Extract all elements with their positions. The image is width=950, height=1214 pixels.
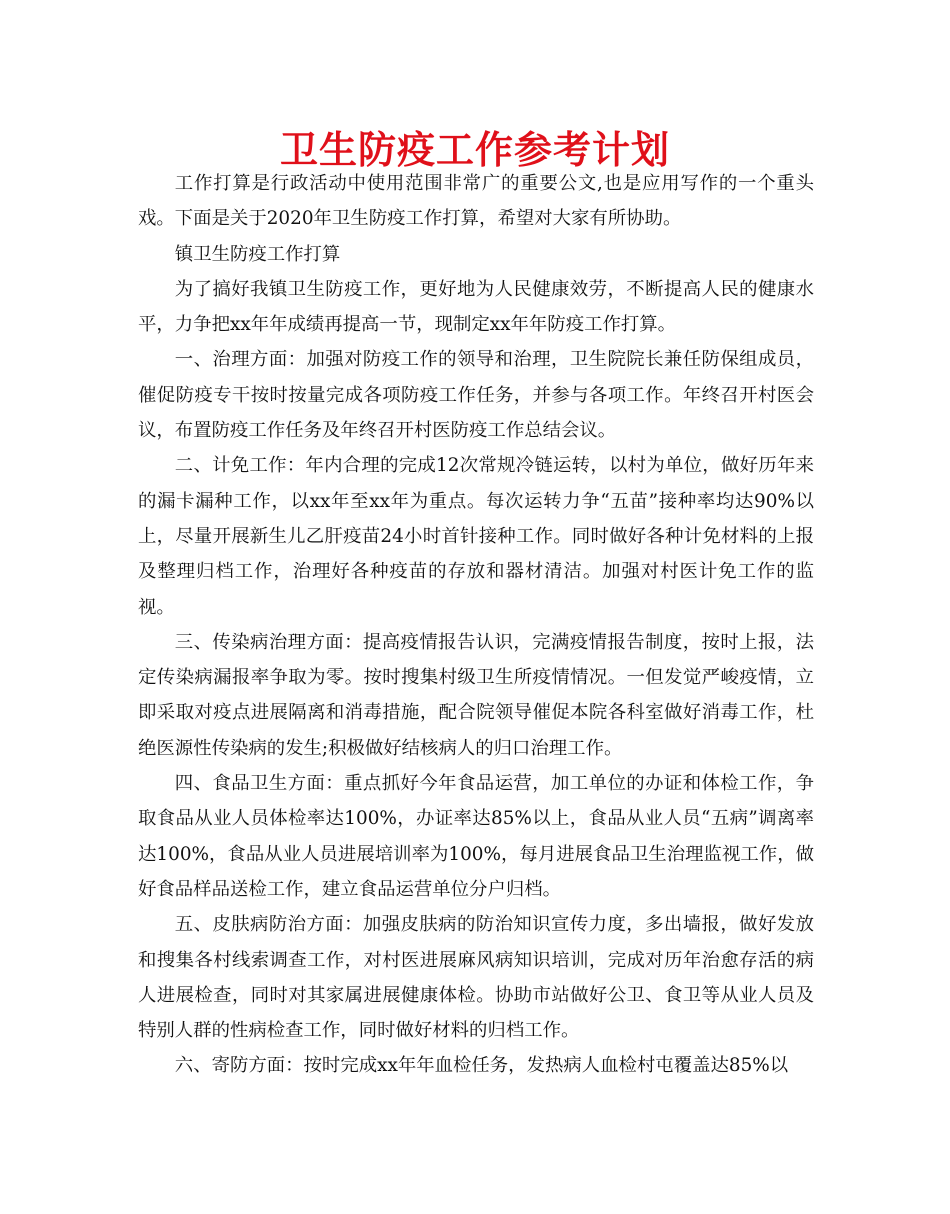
- paragraph-food-hygiene: 四、食品卫生方面：重点抓好今年食品运营，加工单位的办证和体检工作，争取食品从业人员体检率达100%，办证率达85%以上，食品从业人员“五病”调离率达100%，食品从业人员进展培训率为100%，每月进展食品卫生治理监视工作，做好食品样品送检工作，建立食品运营单位分户归档。: [138, 773, 814, 900]
- document-title: 卫生防疫工作参考计划: [279, 128, 670, 172]
- paragraph-intro: 工作打算是行政活动中使用范围非常广的重要公文,也是应用写作的一个重头戏。下面是关于2020年卫生防疫工作打算，希望对大家有所协助。: [138, 173, 814, 230]
- paragraph-preface: 为了搞好我镇卫生防疫工作，更好地为人民健康效劳，不断提高人民的健康水平，力争把xx年年成绩再提高一节，现制定xx年年防疫工作打算。: [138, 278, 814, 336]
- paragraph-infectious-disease: 三、传染病治理方面：提高疫情报告认识，完满疫情报告制度，按时上报，法定传染病漏报率争取为零。按时搜集村级卫生所疫情情况。一但发觉严峻疫情，立即采取对疫点进展隔离和消毒措施，配合院领导催促本院各科室做好消毒工作，杜绝医源性传染病的发生;积极做好结核病人的归口治理工作。: [138, 631, 814, 759]
- paragraph-immunization: 二、计免工作：年内合理的完成12次常规冷链运转，以村为单位，做好历年来的漏卡漏种工作，以xx年至xx年为重点。每次运转力争“五苗”接种率均达90%以上，尽量开展新生儿乙肝疫苗24小时首针接种工作。同时做好各种计免材料的上报及整理归档工作，治理好各种疫苗的存放和器材清洁。加强对村医计免工作的监视。: [138, 455, 814, 618]
- paragraph-management: 一、治理方面：加强对防疫工作的领导和治理，卫生院院长兼任防保组成员，催促防疫专干按时按量完成各项防疫工作任务，并参与各项工作。年终召开村医会议，布置防疫工作任务及年终召开村医防疫工作总结会议。: [138, 349, 814, 442]
- document-body: [138, 166, 814, 1084]
- paragraph-parasite-prevention: 六、寄防方面：按时完成xx年年血检任务，发热病人血检村屯覆盖达85%以: [174, 1055, 789, 1077]
- paragraph-subheading: 镇卫生防疫工作打算: [174, 243, 341, 265]
- paragraph-skin-disease: 五、皮肤病防治方面：加强皮肤病的防治知识宣传力度，多出墙报，做好发放和搜集各村线索调查工作，对村医进展麻风病知识培训，完成对历年治愈存活的病人进展检查，同时对其家属进展健康体检。协助市站做好公卫、食卫等从业人员及特别人群的性病检查工作，同时做好材料的归档工作。: [138, 914, 814, 1042]
